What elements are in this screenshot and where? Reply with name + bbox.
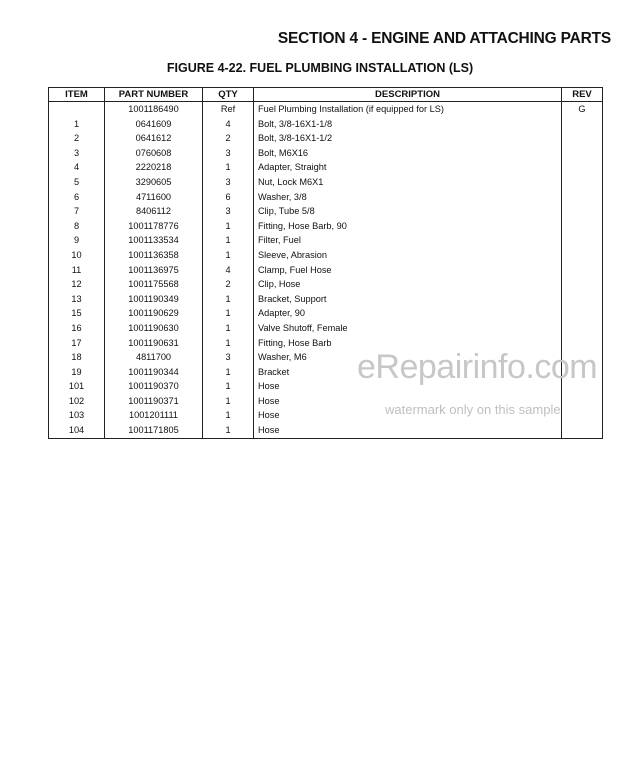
- table-row: [49, 204, 603, 219]
- table-row: [49, 219, 603, 234]
- cell-item: [49, 102, 105, 117]
- cell-rev: [562, 204, 603, 219]
- cell-rev: [562, 277, 603, 292]
- cell-rev: [562, 423, 603, 438]
- cell-item: 8: [49, 219, 105, 234]
- table-row: [49, 263, 603, 278]
- table-row: [49, 160, 603, 175]
- cell-item: 9: [49, 233, 105, 248]
- cell-rev: [562, 117, 603, 132]
- cell-item: 4: [49, 160, 105, 175]
- cell-part-number: 1001186490: [105, 102, 203, 117]
- cell-item: 104: [49, 423, 105, 438]
- cell-qty: 3: [203, 204, 254, 219]
- cell-rev: [562, 233, 603, 248]
- cell-part-number: 1001190344: [105, 365, 203, 380]
- figure-title: FIGURE 4-22. FUEL PLUMBING INSTALLATION (LS): [166, 61, 474, 75]
- cell-part-number: 8406112: [105, 204, 203, 219]
- cell-part-number: 1001190630: [105, 321, 203, 336]
- cell-qty: 1: [203, 233, 254, 248]
- cell-rev: [562, 394, 603, 409]
- table-row: [49, 131, 603, 146]
- cell-rev: [562, 248, 603, 263]
- cell-part-number: 0760608: [105, 146, 203, 161]
- cell-rev: G: [562, 102, 603, 117]
- cell-description: Clip, Hose: [254, 277, 562, 292]
- cell-qty: 3: [203, 175, 254, 190]
- cell-description: Bracket, Support: [254, 292, 562, 307]
- cell-qty: 2: [203, 277, 254, 292]
- cell-description: Hose: [254, 423, 562, 438]
- cell-qty: 3: [203, 146, 254, 161]
- cell-description: Sleeve, Abrasion: [254, 248, 562, 263]
- cell-item: 102: [49, 394, 105, 409]
- cell-qty: 2: [203, 131, 254, 146]
- cell-rev: [562, 321, 603, 336]
- cell-description: Hose: [254, 408, 562, 423]
- cell-qty: 1: [203, 379, 254, 394]
- cell-item: 11: [49, 263, 105, 278]
- cell-part-number: 1001190349: [105, 292, 203, 307]
- cell-description: Bracket: [254, 365, 562, 380]
- cell-rev: [562, 160, 603, 175]
- cell-rev: [562, 408, 603, 423]
- cell-item: 103: [49, 408, 105, 423]
- column-header-part-number: PART NUMBER: [105, 88, 203, 102]
- cell-part-number: 1001133534: [105, 233, 203, 248]
- cell-item: 10: [49, 248, 105, 263]
- table-row: [49, 306, 603, 321]
- cell-qty: 4: [203, 117, 254, 132]
- table-row: [49, 233, 603, 248]
- cell-item: 19: [49, 365, 105, 380]
- cell-part-number: 1001190631: [105, 336, 203, 351]
- cell-rev: [562, 219, 603, 234]
- cell-qty: 3: [203, 350, 254, 365]
- cell-description: Bolt, 3/8-16X1-1/8: [254, 117, 562, 132]
- column-header-item: ITEM: [49, 88, 105, 102]
- cell-description: Nut, Lock M6X1: [254, 175, 562, 190]
- table-row: [49, 146, 603, 161]
- cell-part-number: 1001190629: [105, 306, 203, 321]
- cell-qty: 1: [203, 365, 254, 380]
- cell-rev: [562, 131, 603, 146]
- cell-description: Washer, M6: [254, 350, 562, 365]
- cell-qty: 6: [203, 190, 254, 205]
- cell-item: 16: [49, 321, 105, 336]
- cell-item: 13: [49, 292, 105, 307]
- cell-part-number: 0641612: [105, 131, 203, 146]
- cell-description: Adapter, Straight: [254, 160, 562, 175]
- cell-description: Clamp, Fuel Hose: [254, 263, 562, 278]
- cell-part-number: 4811700: [105, 350, 203, 365]
- cell-qty: 1: [203, 321, 254, 336]
- cell-qty: 1: [203, 408, 254, 423]
- cell-item: 3: [49, 146, 105, 161]
- table-row: [49, 292, 603, 307]
- watermark: eRepairinfo.com: [357, 348, 598, 386]
- cell-qty: 1: [203, 292, 254, 307]
- cell-part-number: 3290605: [105, 175, 203, 190]
- cell-item: 17: [49, 336, 105, 351]
- cell-item: 6: [49, 190, 105, 205]
- cell-rev: [562, 175, 603, 190]
- cell-qty: 1: [203, 160, 254, 175]
- table-row: [49, 423, 603, 438]
- table-row: [49, 175, 603, 190]
- section-title: SECTION 4 - ENGINE AND ATTACHING PARTS: [277, 30, 611, 47]
- cell-qty: Ref: [203, 102, 254, 117]
- cell-part-number: 1001201111: [105, 408, 203, 423]
- cell-description: Fitting, Hose Barb: [254, 336, 562, 351]
- cell-rev: [562, 292, 603, 307]
- cell-rev: [562, 263, 603, 278]
- cell-rev: [562, 190, 603, 205]
- cell-qty: 4: [203, 263, 254, 278]
- cell-item: 5: [49, 175, 105, 190]
- cell-rev: [562, 146, 603, 161]
- table-row: [49, 102, 603, 117]
- cell-qty: 1: [203, 248, 254, 263]
- cell-description: Bolt, 3/8-16X1-1/2: [254, 131, 562, 146]
- table-row: [49, 248, 603, 263]
- cell-item: 12: [49, 277, 105, 292]
- column-header-description: DESCRIPTION: [254, 88, 562, 102]
- cell-part-number: 4711600: [105, 190, 203, 205]
- cell-item: 15: [49, 306, 105, 321]
- cell-description: Bolt, M6X16: [254, 146, 562, 161]
- cell-part-number: 1001178776: [105, 219, 203, 234]
- cell-part-number: 1001175568: [105, 277, 203, 292]
- cell-description: Fitting, Hose Barb, 90: [254, 219, 562, 234]
- column-header-qty: QTY: [203, 88, 254, 102]
- cell-part-number: 1001136358: [105, 248, 203, 263]
- cell-item: 18: [49, 350, 105, 365]
- cell-qty: 1: [203, 423, 254, 438]
- table-row: [49, 277, 603, 292]
- cell-qty: 1: [203, 219, 254, 234]
- cell-part-number: 2220218: [105, 160, 203, 175]
- column-header-rev: REV: [562, 88, 603, 102]
- cell-rev: [562, 306, 603, 321]
- cell-description: Clip, Tube 5/8: [254, 204, 562, 219]
- cell-description: Adapter, 90: [254, 306, 562, 321]
- cell-qty: 1: [203, 306, 254, 321]
- cell-description: Filter, Fuel: [254, 233, 562, 248]
- parts-table-body: [49, 102, 603, 439]
- cell-item: 2: [49, 131, 105, 146]
- cell-description: Hose: [254, 379, 562, 394]
- watermark-subtitle: watermark only on this sample: [385, 402, 561, 417]
- cell-description: Fuel Plumbing Installation (if equipped for LS): [254, 102, 562, 117]
- cell-part-number: 1001190371: [105, 394, 203, 409]
- table-row: [49, 117, 603, 132]
- cell-qty: 1: [203, 394, 254, 409]
- cell-part-number: 1001136975: [105, 263, 203, 278]
- cell-qty: 1: [203, 336, 254, 351]
- cell-part-number: 1001171805: [105, 423, 203, 438]
- table-header-row: [49, 88, 603, 102]
- cell-part-number: 1001190370: [105, 379, 203, 394]
- cell-description: Valve Shutoff, Female: [254, 321, 562, 336]
- cell-item: 7: [49, 204, 105, 219]
- cell-description: Hose: [254, 394, 562, 409]
- cell-description: Washer, 3/8: [254, 190, 562, 205]
- table-row: [49, 190, 603, 205]
- cell-part-number: 0641609: [105, 117, 203, 132]
- table-row: [49, 321, 603, 336]
- cell-item: 1: [49, 117, 105, 132]
- cell-item: 101: [49, 379, 105, 394]
